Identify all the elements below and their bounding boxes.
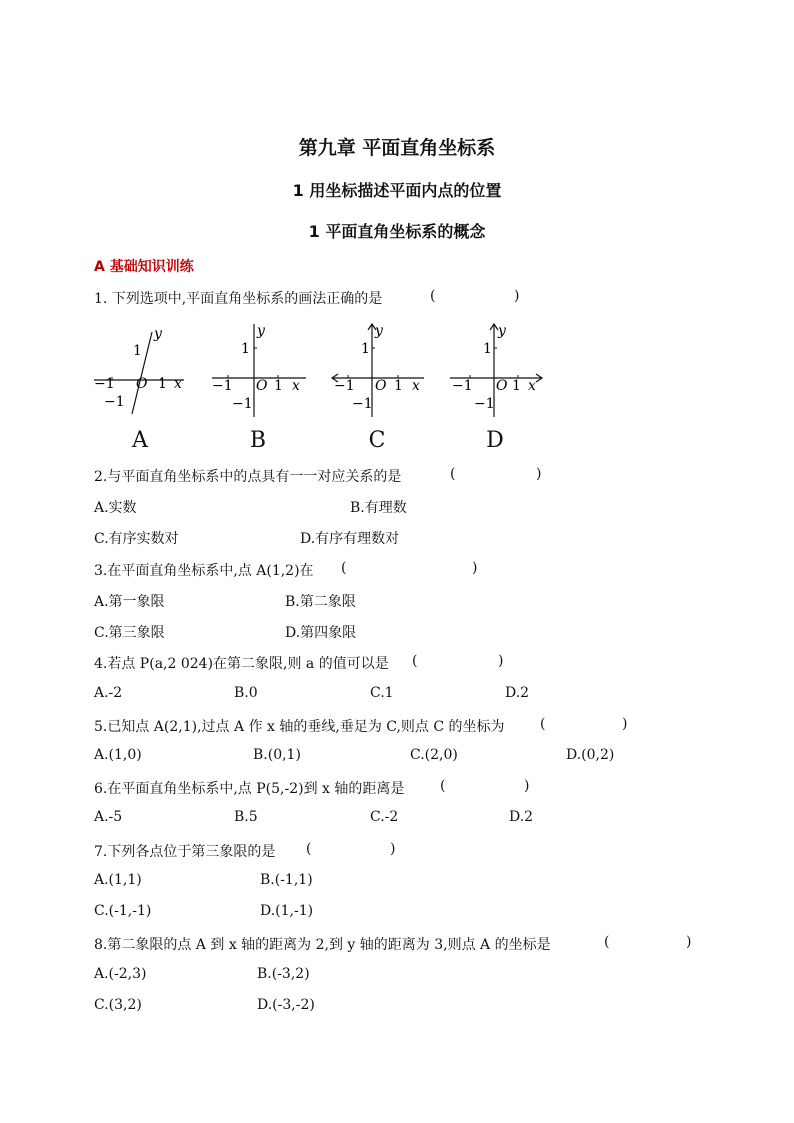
question-2-stem: 2.与平面直角坐标系中的点具有一一对应关系的是 [94, 469, 402, 485]
graph-label-d: D [486, 428, 504, 453]
question-6-option-c: C.-2 [370, 809, 399, 825]
chapter-title: 第九章 平面直角坐标系 [298, 137, 496, 159]
question-6-stem: 6.在平面直角坐标系中,点 P(5,-2)到 x 轴的距离是 [94, 781, 405, 797]
question-6-paren-open: ( [440, 778, 446, 794]
question-1-paren-open: ( [430, 288, 436, 304]
svg-text:y: y [154, 326, 162, 342]
section-title: 1 用坐标描述平面内点的位置 [292, 181, 502, 200]
question-1-stem: 1. 下列选项中,平面直角坐标系的画法正确的是 [94, 291, 383, 307]
graph-option-d [448, 322, 548, 422]
question-7-option-c: C.(-1,-1) [94, 903, 152, 919]
svg-text:1: 1 [394, 378, 403, 394]
question-6-option-b: B.5 [234, 809, 258, 825]
question-4-stem: 4.若点 P(a,2 024)在第二象限,则 a 的值可以是 [94, 656, 389, 672]
graph-label-a: A [132, 428, 148, 453]
svg-text:x: x [528, 378, 536, 394]
question-6-option-d: D.2 [509, 809, 534, 825]
question-7-paren-open: ( [306, 841, 312, 857]
question-7-option-d: D.(1,-1) [260, 903, 314, 919]
question-8-option-a: A.(-2,3) [94, 966, 147, 982]
question-2-paren-close: ) [536, 466, 542, 482]
svg-text:−1: −1 [352, 396, 373, 412]
svg-text:O: O [256, 378, 268, 394]
graph-option-a [92, 322, 192, 422]
question-2-option-d: D.有序有理数对 [300, 531, 400, 547]
svg-text:1: 1 [361, 341, 370, 357]
question-4-option-d: D.2 [505, 685, 530, 701]
svg-text:1: 1 [241, 341, 250, 357]
question-4-option-c: C.1 [370, 685, 394, 701]
graph-option-b [210, 322, 310, 422]
svg-text:−1: −1 [212, 378, 233, 394]
question-5-paren-close: ) [622, 716, 628, 732]
question-3-stem: 3.在平面直角坐标系中,点 A(1,2)在 [94, 563, 314, 579]
question-4-paren-open: ( [412, 653, 418, 669]
svg-text:x: x [174, 376, 182, 392]
svg-text:1: 1 [158, 376, 167, 392]
graph-label-b: B [249, 428, 267, 453]
question-3-paren-close: ) [472, 560, 478, 576]
question-3-option-a: A.第一象限 [94, 594, 165, 610]
question-5-option-a: A.(1,0) [94, 747, 142, 763]
question-6-option-a: A.-5 [94, 809, 123, 825]
question-8-stem: 8.第二象限的点 A 到 x 轴的距离为 2,到 y 轴的距离为 3,则点 A 的坐标是 [94, 937, 551, 953]
svg-text:−1: −1 [94, 376, 115, 392]
svg-text:y: y [257, 323, 265, 339]
svg-text:y: y [375, 323, 383, 339]
svg-text:O: O [136, 376, 148, 392]
subsection-title: 1 平面直角坐标系的概念 [308, 222, 486, 241]
question-2-option-b: B.有理数 [350, 500, 407, 516]
question-5-option-d: D.(0,2) [566, 747, 615, 763]
question-3-option-d: D.第四象限 [285, 625, 357, 641]
svg-text:x: x [292, 378, 300, 394]
question-4-paren-close: ) [498, 653, 504, 669]
question-8-paren-close: ) [686, 934, 692, 950]
question-7-paren-close: ) [390, 841, 396, 857]
svg-text:−1: −1 [104, 394, 125, 410]
question-8-option-c: C.(3,2) [94, 997, 142, 1013]
question-4-option-b: B.0 [234, 685, 258, 701]
svg-text:1: 1 [274, 378, 283, 394]
svg-text:−1: −1 [452, 378, 473, 394]
question-5-option-c: C.(2,0) [410, 747, 458, 763]
question-8-paren-open: ( [604, 934, 610, 950]
graph-option-c [328, 322, 428, 422]
svg-text:1: 1 [133, 343, 142, 359]
svg-text:−1: −1 [334, 378, 355, 394]
question-5-option-b: B.(0,1) [253, 747, 301, 763]
question-3-option-b: B.第二象限 [285, 594, 356, 610]
question-4-option-a: A.-2 [94, 685, 123, 701]
question-8-option-b: B.(-3,2) [257, 966, 310, 982]
question-8-option-d: D.(-3,-2) [257, 997, 315, 1013]
question-2-option-a: A.实数 [94, 500, 137, 516]
svg-text:−1: −1 [474, 396, 495, 412]
svg-text:y: y [498, 323, 506, 339]
question-2-option-c: C.有序实数对 [94, 531, 179, 547]
svg-text:O: O [375, 378, 387, 394]
question-5-stem: 5.已知点 A(2,1),过点 A 作 x 轴的垂线,垂足为 C,则点 C 的坐标为 [94, 719, 505, 735]
part-heading: A 基础知识训练 [94, 259, 194, 275]
svg-text:1: 1 [512, 378, 521, 394]
question-7-option-b: B.(-1,1) [260, 872, 313, 888]
question-3-option-c: C.第三象限 [94, 625, 165, 641]
question-6-paren-close: ) [524, 778, 530, 794]
svg-text:−1: −1 [232, 396, 253, 412]
question-5-paren-open: ( [540, 716, 546, 732]
question-1-paren-close: ) [514, 288, 520, 304]
question-2-paren-open: ( [450, 466, 456, 482]
svg-text:1: 1 [483, 341, 492, 357]
svg-text:O: O [496, 378, 508, 394]
question-3-paren-open: ( [341, 560, 347, 576]
question-7-option-a: A.(1,1) [94, 872, 142, 888]
svg-text:x: x [412, 378, 420, 394]
question-7-stem: 7.下列各点位于第三象限的是 [94, 844, 276, 860]
graph-label-c: C [368, 428, 386, 453]
